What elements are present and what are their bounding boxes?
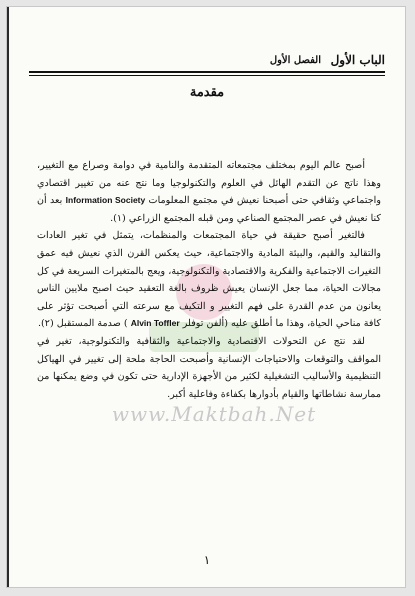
paragraph-3-text: لقد نتج عن التحولات الاقتصادية والاجتماعية والثقافية والتكنولوجية، تغير في المواقف والتوقعات والاحتياجات الإنسانية وأصبحت الحاجة ملحة إلى تغيير في الهياكل التنظيمية والأساليب التشغيلية لكثير من الأجهزة الإدارية حتى تكون في وضع يمكنها من ممارسة نشاطاتها والقيام بأدوارها بكفاءة وفاعلية أكبر.: [37, 335, 381, 400]
section-label: الفصل الأول: [269, 55, 321, 66]
header-rule: [29, 71, 385, 76]
paragraph-3: [37, 333, 381, 403]
paragraph-1-latin: Information Society: [65, 195, 146, 206]
body-text: [37, 157, 381, 403]
chapter-label: الباب الأول: [330, 53, 385, 67]
watermark: www.Maktbah.Net: [111, 402, 317, 426]
paragraph-1-text-b: بعد أن كنا نعيش في عصر المجتمع الصناعي ومن قبله المجتمع الزراعي (١).: [37, 195, 381, 224]
paragraph-2-latin: Alvin Toffler: [130, 318, 180, 329]
paragraph-1-text-a: أصبح عالم اليوم بمختلف مجتمعاته المتقدمة والنامية في دوامة وصراع مع التغيير، وهذا ناتج عن التقدم الهائل في العلوم والتكنولوجيا وما نتج عنه من تغيير اقتصادي واجتماعي وثقافي حتى أصبحنا نعيش في مجتمع المعلومات: [37, 160, 381, 207]
paragraph-2-text-b: ) صدمة المستقبل (٢).: [37, 318, 128, 330]
paragraph-1: [37, 157, 381, 227]
paragraph-2: [37, 227, 381, 333]
page-number: ١: [203, 553, 211, 567]
section-title: مقدمة: [189, 85, 225, 100]
paragraph-2-text-a: فالتغير أصبح حقيقة في حياة المجتمعات والمنظمات، يتمثل في تغير العادات والتقاليد والقيم، والبيئة المادية والاجتماعية، حيث يعكس القرن الذي نعيش فيه عمق التغيرات الاجتماعية والفكرية والاقتصادية والتكنولوجية، ويعج بالمتغيرات السريعة في كل مجالات الحياة، مما جعل الإنسان يعيش ظروف بالغة التعقيد حيث اصبح ملايين الناس يعانون من عدم القدرة على فهم التغيير و التكيف مع سرعته التي أصبحت تؤثر على كافة مناحي الحياة، وهذا ما أطلق عليه (ألفن توفلر: [37, 230, 381, 330]
book-page: [7, 7, 405, 587]
running-header: [29, 49, 385, 73]
